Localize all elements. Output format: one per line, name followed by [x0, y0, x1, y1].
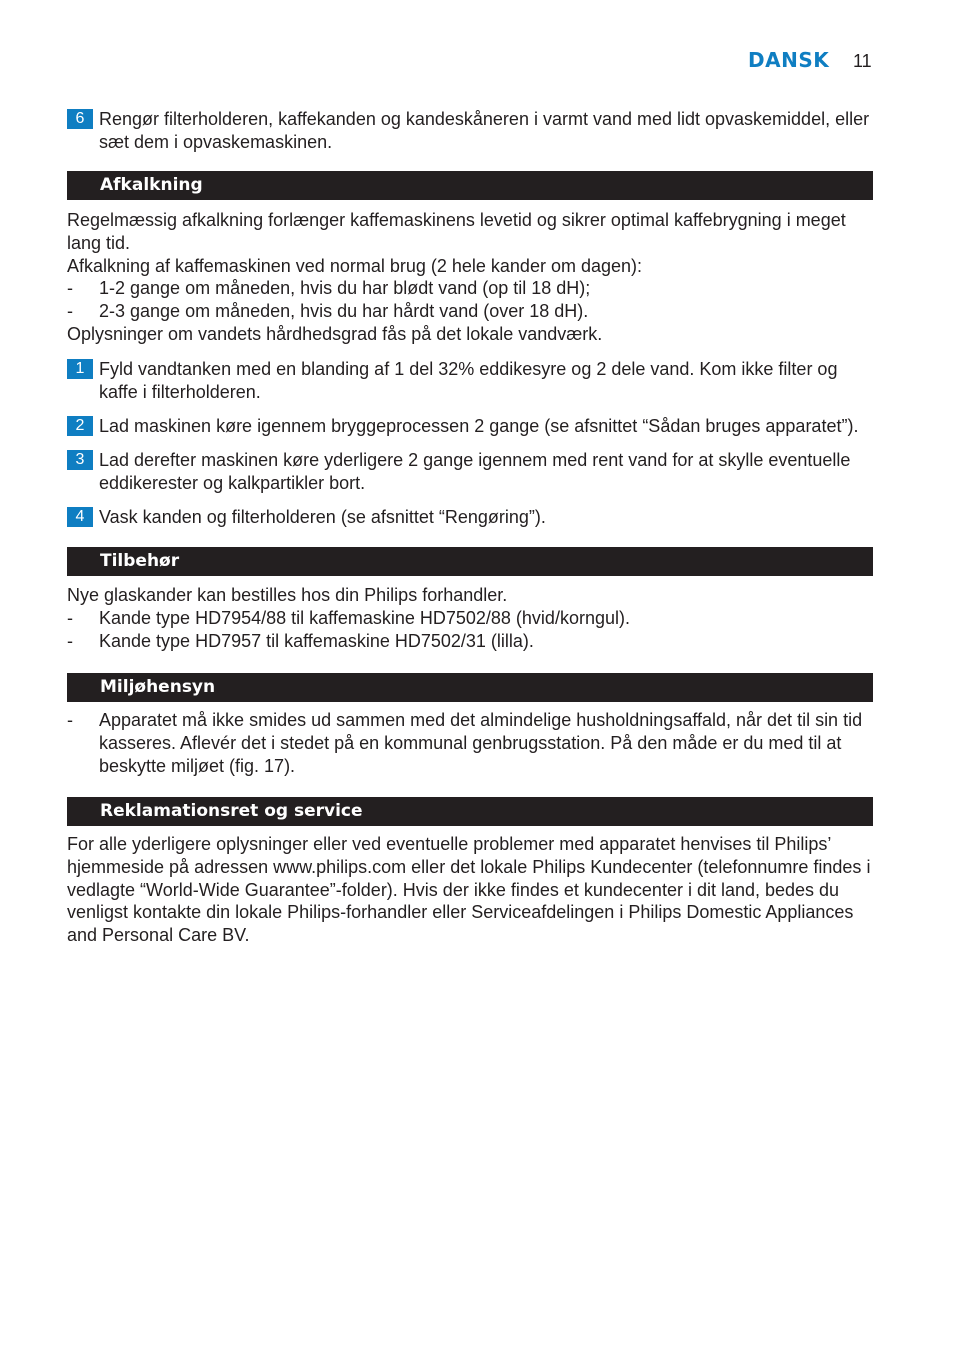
list-item	[67, 709, 873, 777]
step-6	[67, 108, 873, 153]
list-item-text: 1-2 gange om måneden, hvis du har blødt vand (op til 18 dH);	[99, 278, 591, 299]
list-item	[67, 607, 873, 630]
step-2	[67, 415, 873, 438]
step-number: 6	[67, 109, 93, 129]
step-number: 1	[67, 359, 93, 379]
dash-bullet: -	[67, 710, 73, 730]
list-item	[67, 277, 873, 300]
afkalkning-usage: Afkalkning af kaffemaskinen ved normal brug (2 hele kander om dagen):	[67, 255, 642, 276]
miljo-body	[67, 709, 873, 777]
dash-bullet: -	[67, 607, 73, 628]
step-number: 3	[67, 450, 93, 470]
afkalkning-outro: Oplysninger om vandets hårdhedsgrad fås på det lokale vandværk.	[67, 323, 603, 344]
step-4	[67, 506, 873, 529]
list-item-text: Kande type HD7954/88 til kaffemaskine HD7502/88 (hvid/korngul).	[99, 607, 630, 628]
afkalkning-body	[67, 209, 873, 346]
step-number: 4	[67, 507, 93, 527]
step-text: Lad derefter maskinen køre yderligere 2 gange igennem med rent vand for at skylle eventuelle eddikerester og kalkpartikler bort.	[99, 450, 851, 493]
list-item-text: 2-3 gange om måneden, hvis du har hårdt vand (over 18 dH).	[99, 301, 589, 322]
section-header-tilbehor: Tilbehør	[67, 547, 873, 576]
afkalkning-intro: Regelmæssig afkalkning forlænger kaffemaskinens levetid og sikrer optimal kaffebrygning i meget lang tid.	[67, 210, 846, 253]
step-number: 2	[67, 416, 93, 436]
dash-bullet: -	[67, 630, 73, 651]
list-item	[67, 630, 873, 653]
section-header-service: Reklamationsret og service	[67, 797, 873, 826]
service-text-after: eller det lokale Philips Kundecenter (telefonnumre findes i vedlagte “World-Wide Guarantee”-folder). Hvis der ikke findes et kundecenter i dit land, bedes du venligst kontakte din lokale Philips-forhandler eller Serviceafdelingen i Philips Domestic Appliances and Personal Care BV.	[67, 856, 871, 946]
list-item-text: Apparatet må ikke smides ud sammen med det almindelige husholdningsaffald, når det til sin tid kasseres. Aflevér det i stedet på en kommunal genbrugsstation. På den måde er du med til at beskytte miljøet (fig. 17).	[99, 710, 863, 776]
step-text: Vask kanden og filterholderen (se afsnittet “Rengøring”).	[99, 507, 546, 527]
dash-bullet: -	[67, 301, 73, 322]
list-item-text: Kande type HD7957 til kaffemaskine HD7502/31 (lilla).	[99, 630, 534, 651]
tilbehor-intro: Nye glaskander kan bestilles hos din Philips forhandler.	[67, 585, 508, 605]
step-text: Rengør filterholderen, kaffekanden og kandeskåneren i varmt vand med lidt opvaskemiddel, eller sæt dem i opvaskemaskinen.	[99, 109, 870, 152]
list-item	[67, 300, 873, 323]
step-text: Fyld vandtanken med en blanding af 1 del 32% eddikesyre og 2 dele vand. Kom ikke filter og kaffe i filterholderen.	[99, 359, 838, 402]
section-header-afkalkning: Afkalkning	[67, 171, 873, 200]
philips-website-link[interactable]: www.philips.com	[273, 856, 407, 877]
dash-bullet: -	[67, 278, 73, 299]
language-label: DANSK	[748, 48, 830, 72]
service-text-before: For alle yderligere oplysninger eller ved eventuelle problemer med apparatet henvises til Philips’ hjemmeside på adressen	[67, 834, 831, 877]
tilbehor-body	[67, 584, 873, 652]
page-number: 11	[853, 51, 872, 71]
step-1	[67, 358, 873, 403]
section-header-miljo: Miljøhensyn	[67, 673, 873, 702]
step-3	[67, 449, 873, 494]
service-body	[67, 833, 873, 947]
step-text: Lad maskinen køre igennem bryggeprocessen 2 gange (se afsnittet “Sådan bruges apparatet”).	[99, 416, 859, 436]
